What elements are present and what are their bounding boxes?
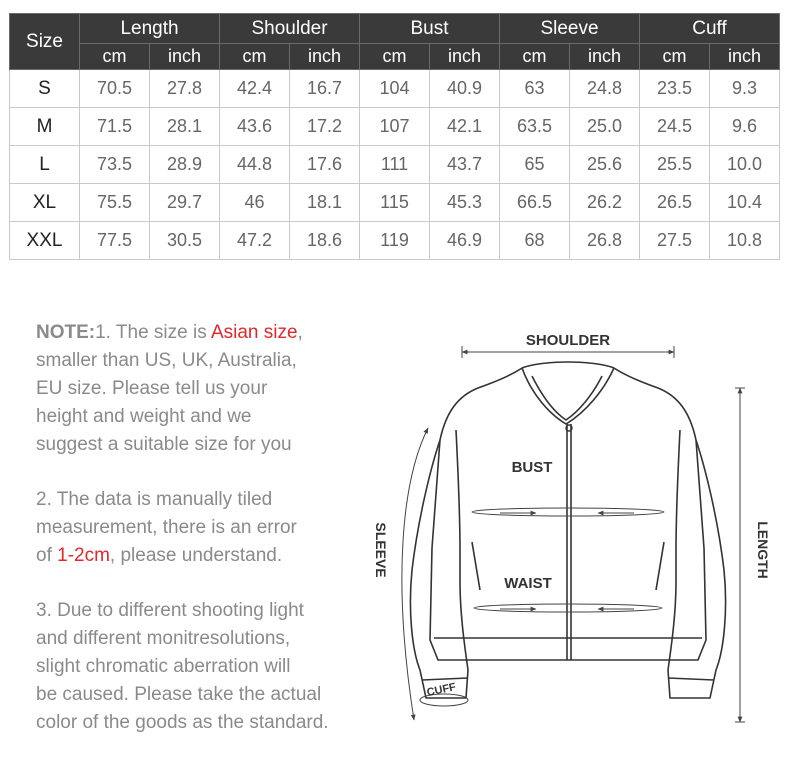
note-2-line-2: measurement, there is an error [36, 517, 297, 538]
note-1-line-5: suggest a suitable size for you [36, 434, 292, 455]
measurement-cell: 23.5 [640, 70, 710, 108]
unit-header: cm [80, 44, 150, 70]
note-1-line-1 [36, 319, 303, 347]
note-1-comma: , [297, 322, 303, 343]
note-2-post: , please understand. [109, 545, 283, 566]
measurement-cell: 63.5 [500, 108, 570, 146]
table-row [10, 146, 780, 184]
jacket-outline [410, 362, 725, 698]
measurement-cell: 26.5 [640, 184, 710, 222]
measurement-cell: 40.9 [430, 70, 500, 108]
measurement-cell: 42.4 [220, 70, 290, 108]
measurement-cell: 46 [220, 184, 290, 222]
measurement-cell: 28.9 [150, 146, 220, 184]
size-cell: S [10, 70, 80, 108]
table-row [10, 70, 780, 108]
measurement-cell: 24.5 [640, 108, 710, 146]
note-3-line-2: and different monitresolutions, [36, 628, 291, 649]
measurement-cell: 28.1 [150, 108, 220, 146]
unit-header: inch [150, 44, 220, 70]
measurement-cell: 70.5 [80, 70, 150, 108]
measurement-cell: 10.4 [710, 184, 780, 222]
measurement-cell: 68 [500, 222, 570, 260]
measurement-cell: 46.9 [430, 222, 500, 260]
length-measure-line [735, 388, 745, 722]
group-header-cuff: Cuff [640, 14, 780, 44]
measurement-cell: 27.8 [150, 70, 220, 108]
unit-header: cm [640, 44, 710, 70]
note-1-line-3: EU size. Please tell us your [36, 378, 268, 399]
unit-header: cm [360, 44, 430, 70]
shoulder-label: SHOULDER [525, 332, 611, 349]
measurement-cell: 10.8 [710, 222, 780, 260]
measurement-cell: 104 [360, 70, 430, 108]
measurement-cell: 119 [360, 222, 430, 260]
measurement-cell: 16.7 [290, 70, 360, 108]
size-chart-table [9, 13, 780, 260]
size-rows [10, 70, 780, 260]
measurement-cell: 27.5 [640, 222, 710, 260]
note-1-line-2: smaller than US, UK, Australia, [36, 350, 297, 371]
table-row [10, 184, 780, 222]
measurement-cell: 45.3 [430, 184, 500, 222]
measurement-cell: 25.0 [570, 108, 640, 146]
measurement-cell: 44.8 [220, 146, 290, 184]
unit-header: cm [500, 44, 570, 70]
note-label: NOTE: [36, 322, 96, 343]
measurement-cell: 9.3 [710, 70, 780, 108]
waist-measure-line [474, 604, 662, 612]
jacket-diagram [360, 320, 780, 745]
measurement-cell: 47.2 [220, 222, 290, 260]
note-1-line-4: height and weight and we [36, 406, 252, 427]
measurement-cell: 18.6 [290, 222, 360, 260]
measurement-cell: 25.5 [640, 146, 710, 184]
note-1-text: 1. The size is [95, 322, 211, 343]
note-2-line-1: 2. The data is manually tiled [36, 489, 273, 510]
measurement-cell: 17.2 [290, 108, 360, 146]
measurement-cell: 73.5 [80, 146, 150, 184]
length-label: LENGTH [755, 521, 771, 579]
measurement-cell: 66.5 [500, 184, 570, 222]
note-3-line-4: be caused. Please take the actual [36, 684, 322, 705]
unit-header: cm [220, 44, 290, 70]
note-3-line-1: 3. Due to different shooting light [36, 600, 304, 621]
asian-size-highlight: Asian size [210, 322, 298, 343]
note-2-line-3 [36, 542, 282, 570]
table-row [10, 108, 780, 146]
size-cell: XXL [10, 222, 80, 260]
measurement-cell: 29.7 [150, 184, 220, 222]
unit-header: inch [430, 44, 500, 70]
size-cell: M [10, 108, 80, 146]
note-3-line-5: color of the goods as the standard. [36, 712, 329, 733]
measurement-cell: 111 [360, 146, 430, 184]
measurement-cell: 63 [500, 70, 570, 108]
sleeve-label: SLEEVE [373, 522, 389, 578]
table-row [10, 222, 780, 260]
measurement-cell: 26.8 [570, 222, 640, 260]
size-header: Size [10, 14, 80, 70]
measurement-cell: 18.1 [290, 184, 360, 222]
measurement-cell: 115 [360, 184, 430, 222]
unit-header: inch [710, 44, 780, 70]
measurement-cell: 26.2 [570, 184, 640, 222]
measurement-cell: 42.1 [430, 108, 500, 146]
measurement-cell: 65 [500, 146, 570, 184]
measurement-cell: 77.5 [80, 222, 150, 260]
measurement-cell: 43.6 [220, 108, 290, 146]
unit-header: inch [570, 44, 640, 70]
waist-label: WAIST [504, 575, 552, 592]
measurement-cell: 25.6 [570, 146, 640, 184]
error-range-highlight: 1-2cm [57, 545, 110, 566]
group-header-bust: Bust [360, 14, 500, 44]
group-header-length: Length [80, 14, 220, 44]
sleeve-measure-line [402, 428, 428, 720]
cuff-label: CUFF [425, 681, 457, 699]
measurement-cell: 17.6 [290, 146, 360, 184]
measurement-cell: 30.5 [150, 222, 220, 260]
measurement-cell: 43.7 [430, 146, 500, 184]
unit-header: inch [290, 44, 360, 70]
group-header-shoulder: Shoulder [220, 14, 360, 44]
measurement-cell: 107 [360, 108, 430, 146]
note-3-line-3: slight chromatic aberration will [36, 656, 291, 677]
group-header-sleeve: Sleeve [500, 14, 640, 44]
measurement-cell: 71.5 [80, 108, 150, 146]
measurement-cell: 10.0 [710, 146, 780, 184]
bust-measure-line [472, 508, 664, 516]
measurement-cell: 24.8 [570, 70, 640, 108]
size-cell: XL [10, 184, 80, 222]
bust-label: BUST [511, 459, 553, 476]
measurement-cell: 75.5 [80, 184, 150, 222]
note-2-pre: of [36, 545, 58, 566]
measurement-cell: 9.6 [710, 108, 780, 146]
size-cell: L [10, 146, 80, 184]
